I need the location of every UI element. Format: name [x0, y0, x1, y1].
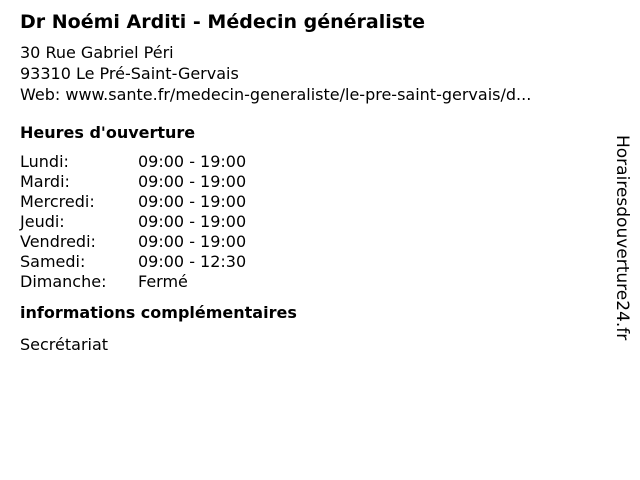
day-label: Lundi:: [20, 152, 69, 171]
site-brand-watermark: Horairesdouverture24.fr: [612, 135, 632, 341]
day-label: Jeudi:: [20, 212, 65, 231]
time-value: 09:00 - 12:30: [138, 252, 247, 271]
day-label: Mardi:: [20, 172, 70, 191]
time-value: 09:00 - 19:00: [138, 232, 247, 251]
hours-row-monday: [20, 152, 610, 172]
day-label: Vendredi:: [20, 232, 96, 251]
hours-row-sunday: [20, 272, 610, 292]
opening-hours-table: [20, 152, 610, 292]
time-value: 09:00 - 19:00: [138, 192, 247, 211]
additional-info-heading: informations complémentaires: [20, 303, 297, 322]
additional-info-text: Secrétariat: [20, 335, 109, 354]
hours-row-thursday: [20, 212, 610, 232]
time-value: Fermé: [138, 272, 188, 291]
hours-row-saturday: [20, 252, 610, 272]
page-title: Dr Noémi Arditi - Médecin généraliste: [20, 11, 426, 33]
city-address: 93310 Le Pré-Saint-Gervais: [20, 64, 239, 83]
street-address: 30 Rue Gabriel Péri: [20, 43, 174, 62]
time-value: 09:00 - 19:00: [138, 172, 247, 191]
hours-row-wednesday: [20, 192, 610, 212]
address-block: [20, 42, 610, 105]
time-value: 09:00 - 19:00: [138, 212, 247, 231]
website-link[interactable]: Web: www.sante.fr/medecin-generaliste/le-pre-saint-gervais/d...: [20, 85, 532, 104]
hours-row-tuesday: [20, 172, 610, 192]
day-label: Samedi:: [20, 252, 86, 271]
opening-hours-heading: Heures d'ouverture: [20, 123, 196, 142]
business-card: [20, 8, 610, 355]
day-label: Dimanche:: [20, 272, 107, 291]
day-label: Mercredi:: [20, 192, 95, 211]
time-value: 09:00 - 19:00: [138, 152, 247, 171]
hours-row-friday: [20, 232, 610, 252]
